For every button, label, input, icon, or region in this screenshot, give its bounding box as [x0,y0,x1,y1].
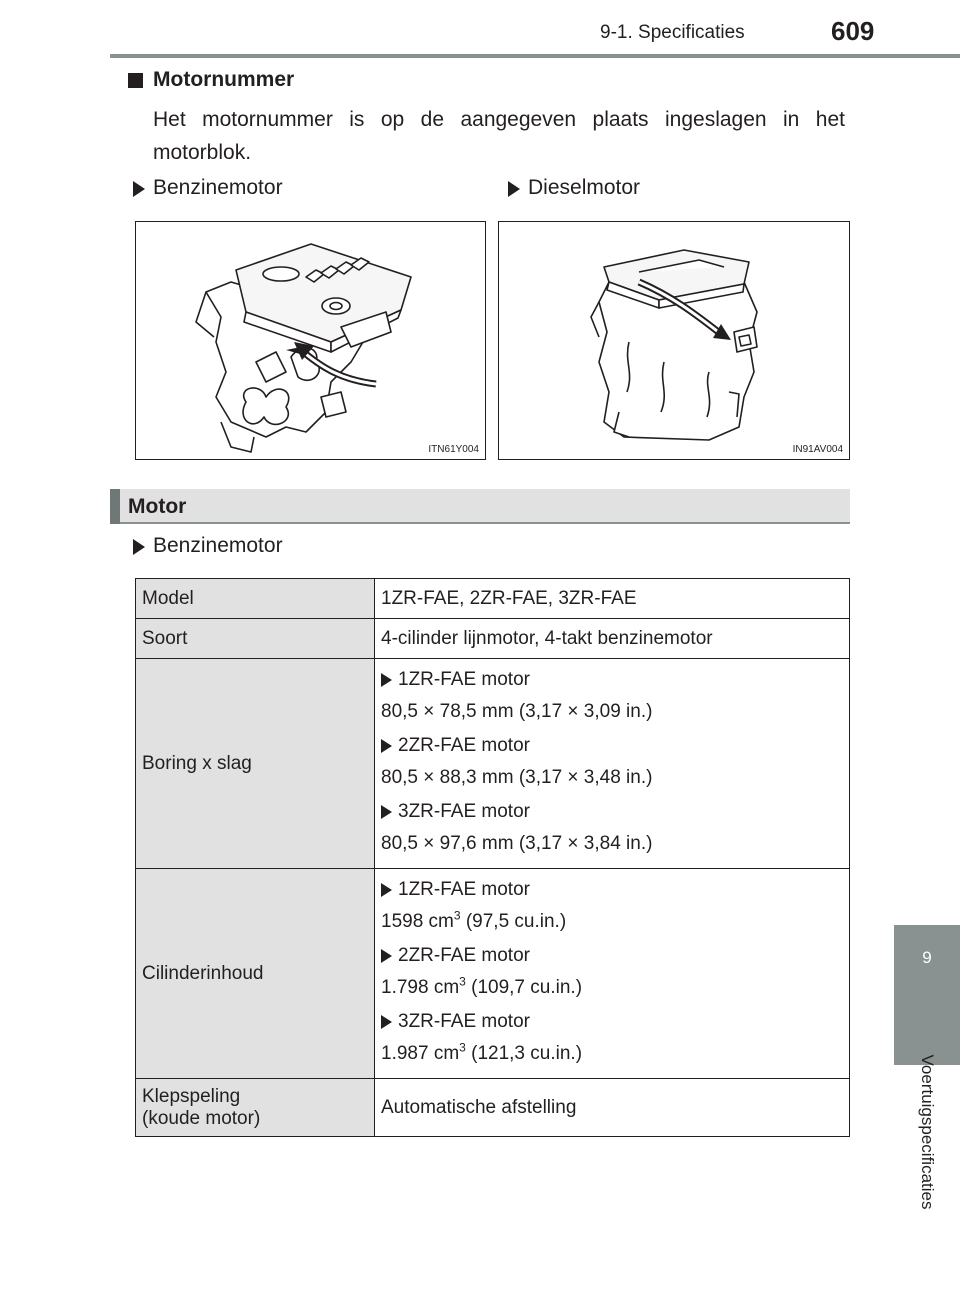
section-accent [110,489,120,524]
table-row [136,579,850,619]
table-key-valve-clearance: Klepspeling (koude motor) [136,1079,375,1137]
table-value-model: 1ZR-FAE, 2ZR-FAE, 3ZR-FAE [375,579,850,619]
figure-label-diesel: Dieselmotor [528,176,641,199]
table-row [136,619,850,659]
subsection-heading: Motornummer [153,68,295,91]
table-key-displacement: Cilinderinhoud [136,869,375,1079]
intro-paragraph: Het motornummer is op de aangegeven plaats ingeslagen in het motorblok. [153,108,845,164]
displacement-value: 1.987 $cm^3$ (121,3 cu.in.) [381,1040,583,1064]
engine-name: 1ZR-FAE motor [398,878,530,900]
displacement-value: 1598 $cm^3$ (97,5 cu.in.) [381,908,567,932]
bore-item [381,734,843,790]
figure-code: IN91AV004 [792,444,843,455]
table-row [136,659,850,869]
displacement-item [381,1010,843,1066]
triangle-bullet-icon [381,673,392,687]
triangle-bullet-icon [381,739,392,753]
table-key-model: Model [136,579,375,619]
page-number: 609 [831,16,875,46]
figure-diesel-engine [498,221,850,460]
triangle-bullet-icon [133,181,145,197]
table-sublabel: Benzinemotor [153,534,283,557]
table-value-valve-clearance: Automatische afstelling [375,1079,850,1137]
figure-label-petrol: Benzinemotor [153,176,283,199]
table-row [136,1079,850,1137]
triangle-bullet-icon [381,949,392,963]
table-value-displacement [375,869,850,1079]
diesel-engine-illustration [499,222,851,461]
displacement-value: 1.798 $cm^3$ (109,7 cu.in.) [381,974,583,998]
triangle-bullet-icon [508,181,520,197]
bore-value: 80,5 × 97,6 mm (3,17 × 3,84 in.) [381,832,653,854]
table-key-type: Soort [136,619,375,659]
bore-value: 80,5 × 88,3 mm (3,17 × 3,48 in.) [381,766,653,788]
figure-code: ITN61Y004 [428,444,479,455]
header-section-title: 9-1. Specificaties [600,22,745,43]
bore-item [381,800,843,856]
triangle-bullet-icon [133,539,145,555]
figure-petrol-engine [135,221,486,460]
table-value-type: 4-cilinder lijnmotor, 4-takt benzinemotor [375,619,850,659]
engine-name: 3ZR-FAE motor [398,800,530,822]
section-bar [110,489,850,524]
triangle-bullet-icon [381,883,392,897]
table-row [136,869,850,1079]
displacement-item [381,878,843,934]
engine-name: 3ZR-FAE motor [398,1010,530,1032]
engine-spec-table [135,578,850,1137]
chapter-number: 9 [922,948,932,967]
displacement-item [381,944,843,1000]
bore-item [381,668,843,724]
engine-name: 1ZR-FAE motor [398,668,530,690]
heading-square-icon [128,73,143,88]
chapter-tab [894,925,960,1065]
table-key-bore: Boring x slag [136,659,375,869]
triangle-bullet-icon [381,805,392,819]
header-rule [110,54,960,58]
section-title: Motor [128,495,187,518]
table-value-bore [375,659,850,869]
triangle-bullet-icon [381,1015,392,1029]
chapter-label: Voertuigspecificaties [918,1054,937,1210]
engine-name: 2ZR-FAE motor [398,734,530,756]
petrol-engine-illustration [136,222,487,461]
bore-value: 80,5 × 78,5 mm (3,17 × 3,09 in.) [381,700,653,722]
engine-name: 2ZR-FAE motor [398,944,530,966]
